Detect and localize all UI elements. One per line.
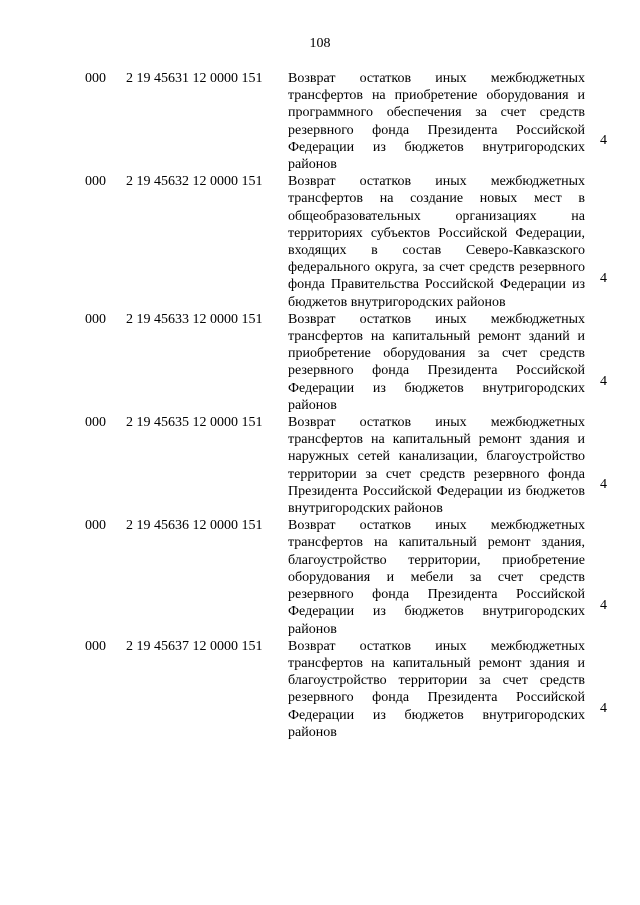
income-description: Возврат остатков иных межбюджетных трансфертов на приобретение оборудования и программного обеспечения за счет средств резервного фонда Президента Российской Федерации из бюджетов внутригородских районов	[288, 71, 585, 173]
admin-code: 000	[85, 415, 106, 431]
admin-code: 000	[85, 174, 106, 190]
budget-codes-table	[0, 70, 640, 741]
income-description: Возврат остатков иных межбюджетных трансфертов на капитальный ремонт здания и наружных сетей канализации, благоустройство территории за счет средств резервного фонда Президента Российской Федерации из бюджетов внутригородских районов	[288, 415, 585, 517]
income-description: Возврат остатков иных межбюджетных трансфертов на капитальный ремонт здания, благоустройство территории, приобретение оборудования и мебели за счет средств резервного фонда Президента Российской Федерации из бюджетов внутригородских районов	[288, 518, 585, 637]
row-amount: 4	[600, 477, 607, 493]
table-row	[0, 311, 640, 414]
table-row	[0, 414, 640, 517]
budget-classification-code: 2 19 45633 12 0000 151	[126, 311, 263, 327]
row-amount: 4	[600, 133, 607, 149]
row-amount: 4	[600, 597, 607, 613]
income-description: Возврат остатков иных межбюджетных трансфертов на создание новых мест в общеобразовательных организациях на территориях субъектов Российской Федерации, входящих в состав Северо-Кавказского федерального округа, за счет средств резервного фонда Правительства Российской Федерации из бюджетов внутригородских районов	[288, 174, 585, 310]
income-description: Возврат остатков иных межбюджетных трансфертов на капитальный ремонт здания и благоустройство территории за счет средств резервного фонда Президента Российской Федерации из бюджетов внутригородских районов	[288, 638, 585, 740]
table-row	[0, 517, 640, 637]
row-amount: 4	[600, 270, 607, 286]
table-row	[0, 70, 640, 173]
admin-code: 000	[85, 311, 106, 327]
page-number: 108	[309, 36, 331, 51]
row-amount: 4	[600, 373, 607, 389]
table-row	[0, 638, 640, 741]
admin-code: 000	[85, 518, 106, 534]
budget-classification-code: 2 19 45632 12 0000 151	[126, 174, 263, 190]
budget-classification-code: 2 19 45637 12 0000 151	[126, 638, 263, 654]
table-row	[0, 173, 640, 311]
income-description: Возврат остатков иных межбюджетных трансфертов на капитальный ремонт зданий и приобретение оборудования за счет средств резервного фонда Президента Российской Федерации из бюджетов внутригородских районов	[288, 311, 585, 413]
budget-classification-code: 2 19 45636 12 0000 151	[126, 518, 263, 534]
budget-classification-code: 2 19 45631 12 0000 151	[126, 71, 263, 86]
row-amount: 4	[600, 700, 607, 716]
admin-code: 000	[85, 71, 106, 86]
admin-code: 000	[85, 638, 106, 654]
budget-classification-code: 2 19 45635 12 0000 151	[126, 415, 263, 431]
